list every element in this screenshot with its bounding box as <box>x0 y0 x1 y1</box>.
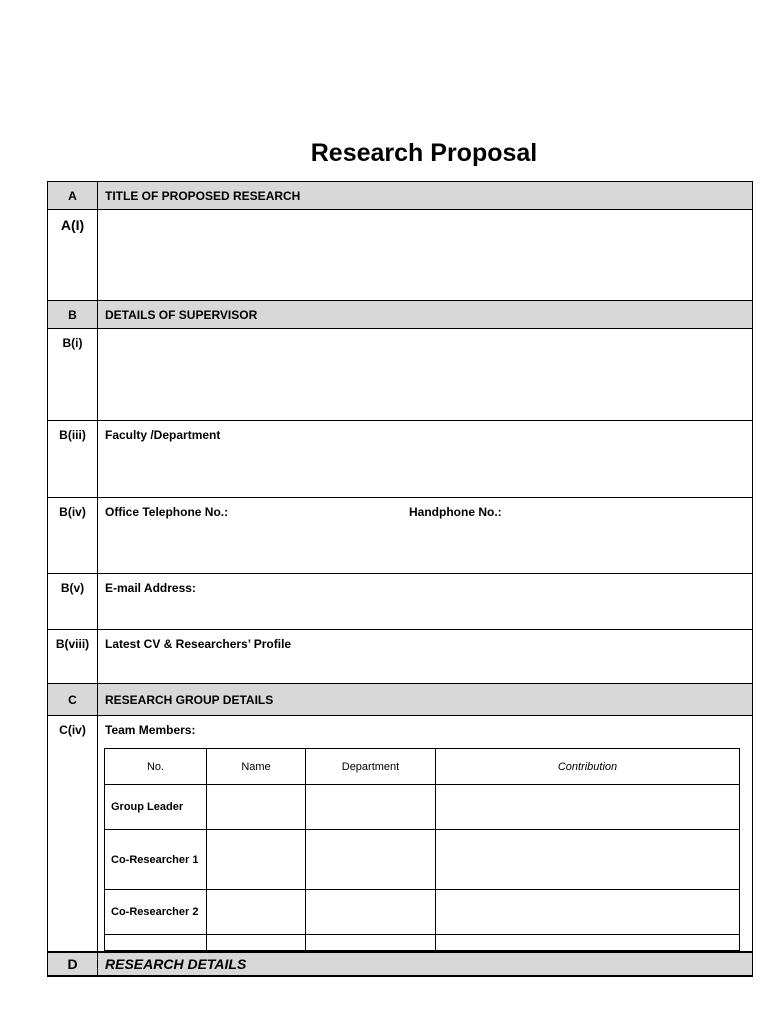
section-d-header-row <box>48 952 752 976</box>
section-header: TITLE OF PROPOSED RESEARCH <box>105 188 301 203</box>
team-members-table <box>104 748 740 951</box>
faculty-department-row <box>48 421 752 498</box>
section-c-header-row <box>48 684 752 716</box>
section-code: B(iv) <box>48 498 98 573</box>
section-header: DETAILS OF SUPERVISOR <box>105 307 258 322</box>
document-title: Research Proposal <box>310 139 538 167</box>
research-title-field[interactable] <box>99 210 752 300</box>
field-label: Team Members: <box>105 723 196 737</box>
research-title-row <box>48 210 752 301</box>
department-cell[interactable] <box>306 785 436 830</box>
contribution-cell[interactable] <box>436 890 739 935</box>
cv-profile-row <box>48 630 752 684</box>
faculty-department-field[interactable] <box>99 421 752 497</box>
field-label: E-mail Address: <box>105 581 196 595</box>
field-label: Faculty /Department <box>105 428 221 442</box>
name-cell[interactable] <box>207 830 306 890</box>
row-label: Co-Researcher 1 <box>105 830 207 890</box>
name-cell[interactable] <box>207 890 306 935</box>
supervisor-details-field[interactable] <box>99 329 752 420</box>
column-header: Contribution <box>436 749 739 785</box>
section-code: B <box>48 301 98 328</box>
section-code: D <box>48 953 98 975</box>
section-code: B(iii) <box>48 421 98 497</box>
telephone-row <box>48 498 752 574</box>
section-b-header-row <box>48 301 752 329</box>
section-a-header-row <box>48 182 752 210</box>
section-code: A(I) <box>48 210 98 300</box>
section-code: B(viii) <box>48 630 98 683</box>
row-label <box>105 935 207 951</box>
email-field[interactable] <box>99 574 752 629</box>
section-code: B(i) <box>48 329 98 420</box>
contribution-cell[interactable] <box>436 830 739 890</box>
cv-profile-field[interactable] <box>99 630 752 683</box>
field-label: Latest CV & Researchers’ Profile <box>105 637 292 651</box>
section-header: RESEARCH DETAILS <box>105 956 247 972</box>
department-cell[interactable] <box>306 830 436 890</box>
column-header: Name <box>207 749 306 785</box>
section-code: C(iv) <box>48 716 98 951</box>
row-label: Co-Researcher 2 <box>105 890 207 935</box>
department-cell[interactable] <box>306 890 436 935</box>
office-telephone-label: Office Telephone No.: <box>105 505 229 519</box>
proposal-form <box>47 181 753 977</box>
contribution-cell[interactable] <box>436 935 739 951</box>
department-cell[interactable] <box>306 935 436 951</box>
handphone-label: Handphone No.: <box>409 505 502 519</box>
name-cell[interactable] <box>207 935 306 951</box>
section-header: RESEARCH GROUP DETAILS <box>105 692 274 707</box>
supervisor-details-row <box>48 329 752 421</box>
section-code: C <box>48 684 98 715</box>
contribution-cell[interactable] <box>436 785 739 830</box>
telephone-field[interactable] <box>99 498 752 573</box>
team-members-row <box>48 716 752 952</box>
name-cell[interactable] <box>207 785 306 830</box>
email-row <box>48 574 752 630</box>
column-header: Department <box>306 749 436 785</box>
section-code: A <box>48 182 98 209</box>
row-label: Group Leader <box>105 785 207 830</box>
column-header: No. <box>105 749 207 785</box>
section-code: B(v) <box>48 574 98 629</box>
